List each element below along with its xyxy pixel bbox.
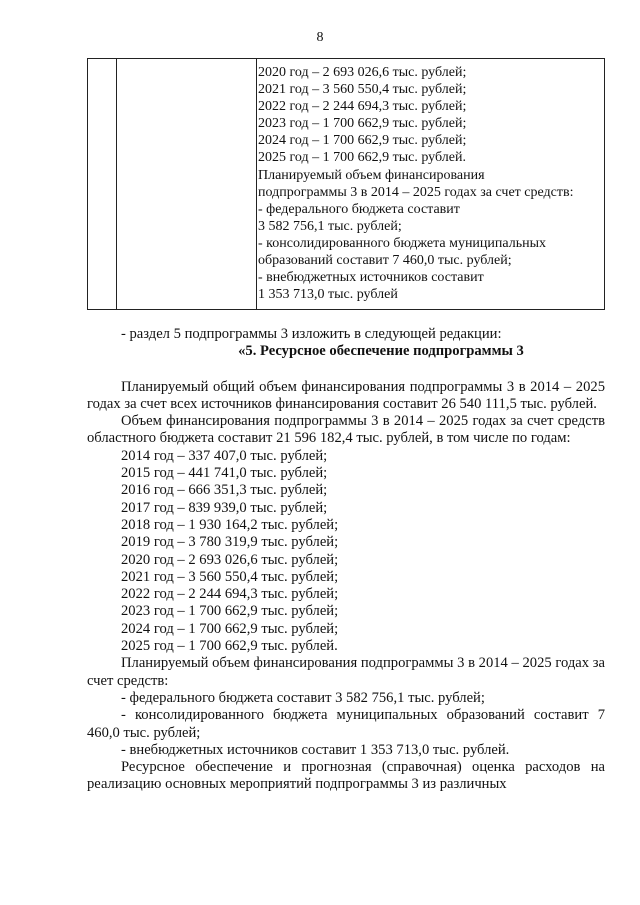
table-cell-line: 2020 год – 2 693 026,6 тыс. рублей;	[258, 65, 467, 80]
passport-table	[87, 58, 605, 310]
source-offbudget: - внебюджетных источников составит 1 353 713,0 тыс. рублей.	[121, 741, 510, 758]
year-line: 2016 год – 666 351,3 тыс. рублей;	[121, 482, 328, 499]
year-line: 2014 год – 337 407,0 тыс. рублей;	[121, 447, 328, 464]
year-line: 2024 год – 1 700 662,9 тыс. рублей;	[121, 620, 339, 637]
year-line: 2017 год – 839 939,0 тыс. рублей;	[121, 499, 328, 516]
year-line: 2015 год – 441 741,0 тыс. рублей;	[121, 465, 328, 482]
table-cell-line: 2021 год – 3 560 550,4 тыс. рублей;	[258, 82, 467, 98]
year-line: 2020 год – 2 693 026,6 тыс. рублей;	[121, 551, 339, 568]
table-cell-line: 3 582 756,1 тыс. рублей;	[258, 218, 402, 234]
table-cell-line: 2025 год – 1 700 662,9 тыс. рублей.	[258, 150, 466, 166]
table-cell-line: - федерального бюджета составит	[258, 201, 460, 217]
table-column-label	[116, 59, 257, 309]
year-line: 2025 год – 1 700 662,9 тыс. рублей.	[121, 638, 338, 655]
section-intro: - раздел 5 подпрограммы 3 изложить в следующей редакции:	[121, 326, 502, 342]
table-cell-funding	[258, 64, 600, 303]
table-cell-line: 1 353 713,0 тыс. рублей	[258, 287, 398, 303]
paragraph-resource: Ресурсное обеспечение и прогнозная (справочная) оценка расходов на реализацию основных мероприятий подпрограммы 3 из различных	[87, 759, 605, 793]
table-column-number	[88, 59, 117, 309]
source-municipal: - консолидированного бюджета муниципальных образований составит 7 460,0 тыс. рублей;	[87, 707, 605, 741]
year-line: 2021 год – 3 560 550,4 тыс. рублей;	[121, 568, 339, 585]
table-cell-line: образований составит 7 460,0 тыс. рублей;	[258, 253, 512, 269]
document-body	[87, 326, 605, 794]
year-line: 2022 год – 2 244 694,3 тыс. рублей;	[121, 586, 339, 603]
page-number: 8	[316, 30, 324, 45]
year-line: 2019 год – 3 780 319,9 тыс. рублей;	[121, 534, 339, 551]
section-heading: «5. Ресурсное обеспечение подпрограммы 3	[238, 343, 524, 360]
table-cell-line: Планируемый объем финансирования	[258, 167, 485, 183]
source-federal: - федерального бюджета составит 3 582 756,1 тыс. рублей;	[121, 689, 485, 706]
table-cell-line: 2024 год – 1 700 662,9 тыс. рублей;	[258, 133, 467, 149]
spacer	[87, 361, 605, 379]
year-line: 2023 год – 1 700 662,9 тыс. рублей;	[121, 603, 339, 620]
table-cell-line: 2023 год – 1 700 662,9 тыс. рублей;	[258, 116, 467, 132]
table-cell-line: - консолидированного бюджета муниципальных	[258, 235, 547, 251]
table-cell-line: 2022 год – 2 244 694,3 тыс. рублей;	[258, 99, 467, 115]
table-cell-line: подпрограммы 3 в 2014 – 2025 годах за счет средств:	[258, 184, 574, 200]
paragraph-regional: Объем финансирования подпрограммы 3 в 2014 – 2025 годах за счет средств областного бюджета составит 21 596 182,4 тыс. рублей, в том числе по годам:	[87, 413, 605, 447]
paragraph-total: Планируемый общий объем финансирования подпрограммы 3 в 2014 – 2025 годах за счет всех источников финансирования составит 26 540 111,5 тыс. рублей.	[87, 378, 605, 412]
table-cell-line: - внебюджетных источников составит	[258, 270, 484, 286]
paragraph-planned: Планируемый объем финансирования подпрограммы 3 в 2014 – 2025 годах за счет средств:	[87, 655, 605, 689]
year-line: 2018 год – 1 930 164,2 тыс. рублей;	[121, 516, 339, 533]
